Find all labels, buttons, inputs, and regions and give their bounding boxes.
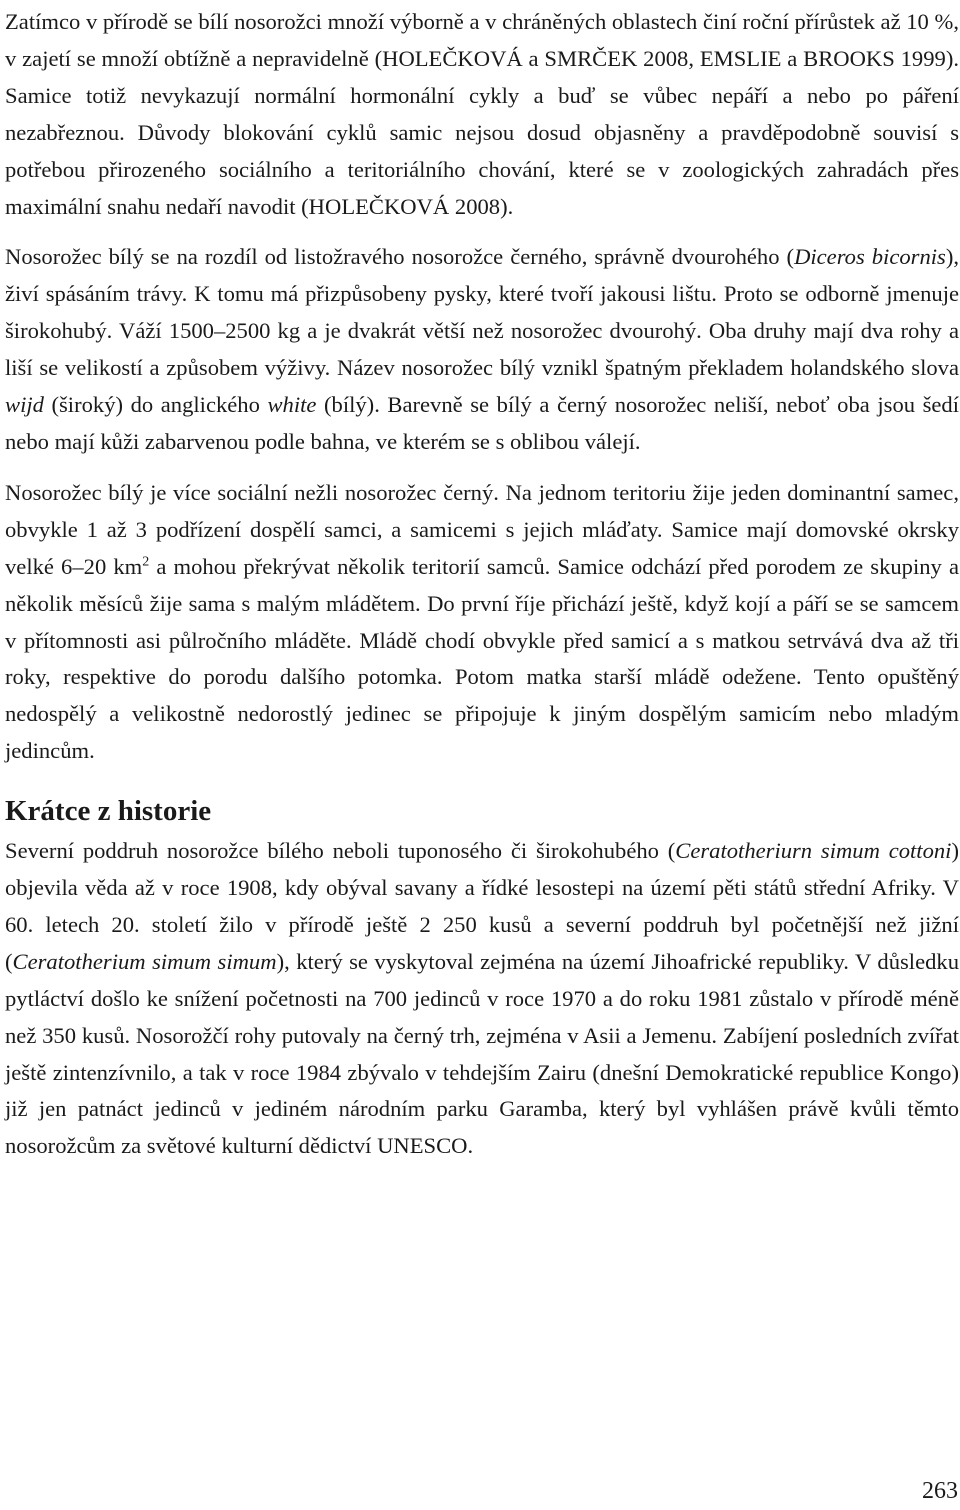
text-run: a mohou překrývat několik teritorií samců. Samice odchází před porodem ze skupiny a několik měsíců žije sama s malým mládětem. Do první říje přichází ještě, když kojí a páří se se samcem v přítomnosti asi půlročního mláděte. Mládě chodí obvykle před samicí a s matkou setrvává dva až tři roky, respektive do porodu dalšího potomka. Potom matka starší mládě odežene. Tento opuštěný nedospělý a velikostně nedorostlý jedinec se připojuje k jiným dospělým samicím nebo mladým jedincům.: [5, 553, 959, 764]
paragraph-white-rhino-description: [5, 239, 959, 460]
text-run: (bílý). Barevně se bílý a černý nosorožec neliší, neboť oba jsou šedí nebo mají kůži zabarvenou podle bahna, ve kterém se s oblibou válejí.: [5, 392, 960, 454]
page-number: 263: [922, 1478, 958, 1504]
text-run: Zatímco v přírodě se bílí nosorožci množí výborně a v chráněných oblastech činí roční přírůstek až 10 %, v zajetí se množí obtížně a nepravidelně (HOLEČKOVÁ a SMRČEK 2008, EMSLIE a BROOKS 1999). Samice totiž nevykazují normální hormonální cykly a buď se vůbec nepáří a nebo po páření nezabřeznou. Důvody blokování cyklů samic nejsou dosud objasněny a pravděpodobně souvisí s potřebou přirozeného sociálního a teritoriálního chování, které se v zoologických zahradách přes maximální snahu nedaří navodit (HOLEČKOVÁ 2008).: [5, 9, 959, 219]
text-run: (široký) do anglického: [43, 392, 268, 418]
text-run: Severní poddruh nosorožce bílého neboli tuponosého či širokohubého (: [5, 838, 676, 864]
italic-term: Ceratotheriurn simum cottoni: [675, 838, 952, 864]
superscript: 2: [142, 554, 150, 570]
paragraph-rhino-reproduction: [5, 4, 959, 225]
italic-term: white: [267, 392, 317, 418]
text-run: ), který se vyskytoval zejména na území Jihoafrické republiky. V důsledku pytláctví došlo ke snížení početnosti na 700 jedinců v roce 1970 a do roku 1981 zůstalo v přírodě méně než 350 kusů. Nosorožčí rohy putovaly na černý trh, zejména v Asii a Jemenu. Zabíjení posledních zvířat ještě zintenzívnilo, a tak v roce 1984 zbývalo v tehdejším Zairu (dnešní Demokratické republice Kongo) již jen patnáct jedinců v jediném národním parku Garamba, který byl vyhlášen právě kvůli těmto nosorožcům za světové kulturní dědictví UNESCO.: [5, 948, 960, 1159]
italic-term: wijd: [5, 392, 44, 418]
text-run: Nosorožec bílý je více sociální nežli nosorožec černý. Na jednom teritoriu žije jeden dominantní samec, obvykle 1 až 3 podřízení dospělí samci, a samicemi s jejich mláďaty. Samice mají domovské okrsky velké 6–20 km: [5, 479, 959, 579]
text-run: ), živí spásáním trávy. K tomu má přizpůsobeny pysky, které tvoří jakousi lištu. Proto se odborně jmenuje širokohubý. Váží 1500–2500 kg a je dvakrát větší než nosorožec dvourohý. Oba druhy mají dva rohy a liší se velikostí a způsobem výživy. Název nosorožec bílý vznikl špatným překladem holandského slova: [5, 244, 960, 381]
italic-term: Diceros bicornis: [794, 244, 946, 270]
italic-term: Ceratotherium simum simum: [12, 948, 277, 974]
document-page: [5, 4, 959, 1165]
text-run: Nosorožec bílý se na rozdíl od listožravého nosorožce černého, správně dvourohého (: [5, 244, 795, 270]
paragraph-social-behaviour: [5, 475, 959, 770]
text-run: ) objevila věda až v roce 1908, kdy obýval savany a řídké lesostepi na území pěti států střední Afriky. V 60. letech 20. století žilo v přírodě ještě 2 250 kusů a severní poddruh byl početnější než jižní (: [5, 838, 959, 974]
paragraph-northern-subspecies-history: [5, 833, 959, 1165]
section-heading-history: Krátce z historie: [5, 795, 212, 828]
